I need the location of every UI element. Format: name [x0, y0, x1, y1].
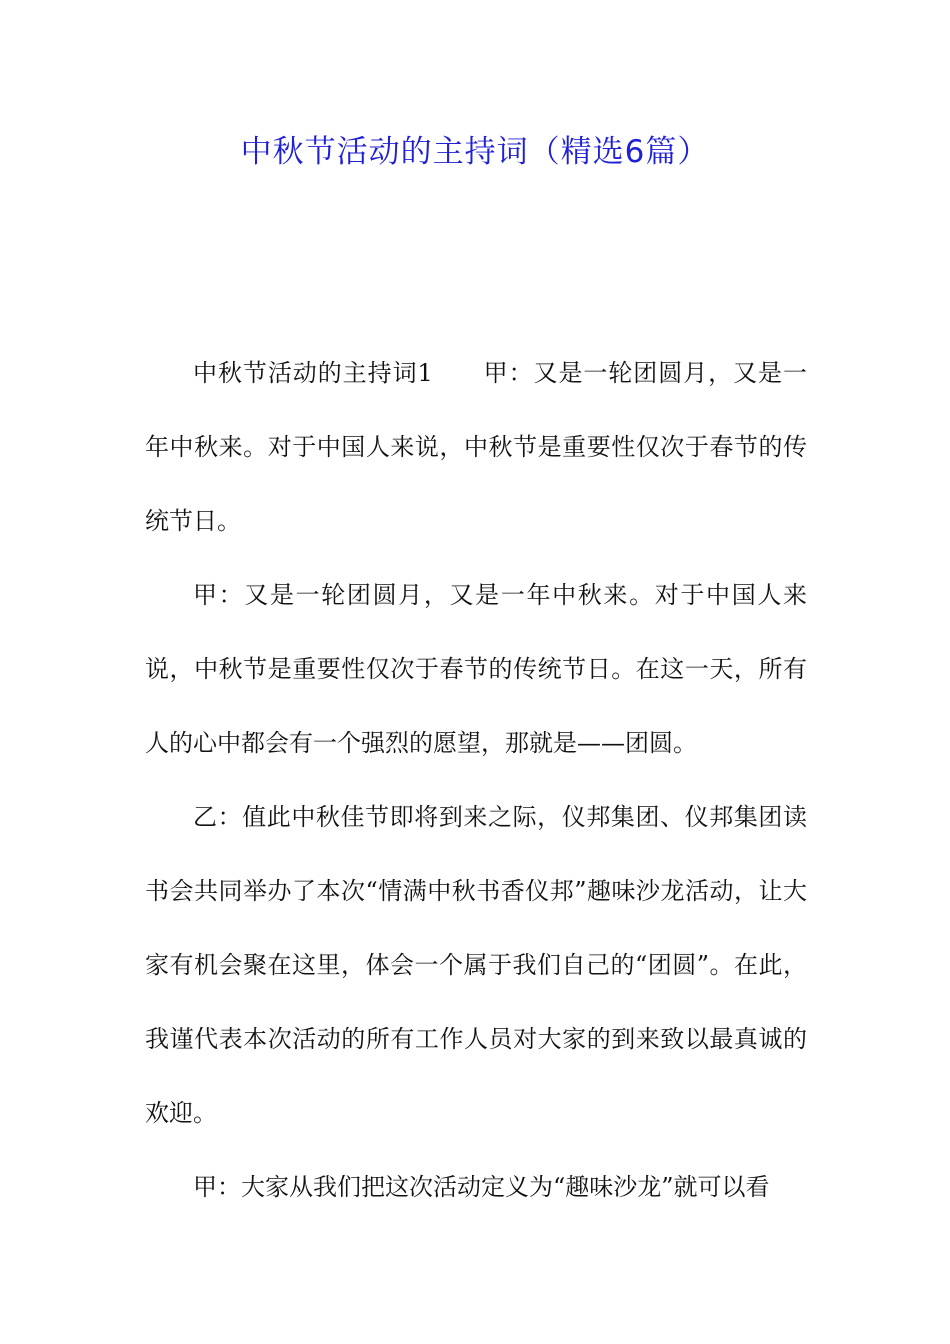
paragraph: 乙：值此中秋佳节即将到来之际，仪邦集团、仪邦集团读书会共同举办了本次“情满中秋书香仪邦”趣味沙龙活动，让大家有机会聚在这里，体会一个属于我们自己的“团圆”。在此，我谨代表本次活动的所有工作人员对大家的到来致以最真诚的欢迎。: [145, 803, 807, 1127]
paragraph: 中秋节活动的主持词1 甲：又是一轮团圆月，又是一年中秋来。对于中国人来说，中秋节是重要性仅次于春节的传统节日。: [145, 359, 807, 535]
document-body: [145, 336, 807, 1224]
paragraph: 甲：大家从我们把这次活动定义为“趣味沙龙”就可以看: [193, 1173, 770, 1201]
paragraph: 甲：又是一轮团圆月，又是一年中秋来。对于中国人来说，中秋节是重要性仅次于春节的传统节日。在这一天，所有人的心中都会有一个强烈的愿望，那就是——团圆。: [145, 581, 807, 757]
document-title: 中秋节活动的主持词（精选6篇）: [240, 134, 710, 170]
